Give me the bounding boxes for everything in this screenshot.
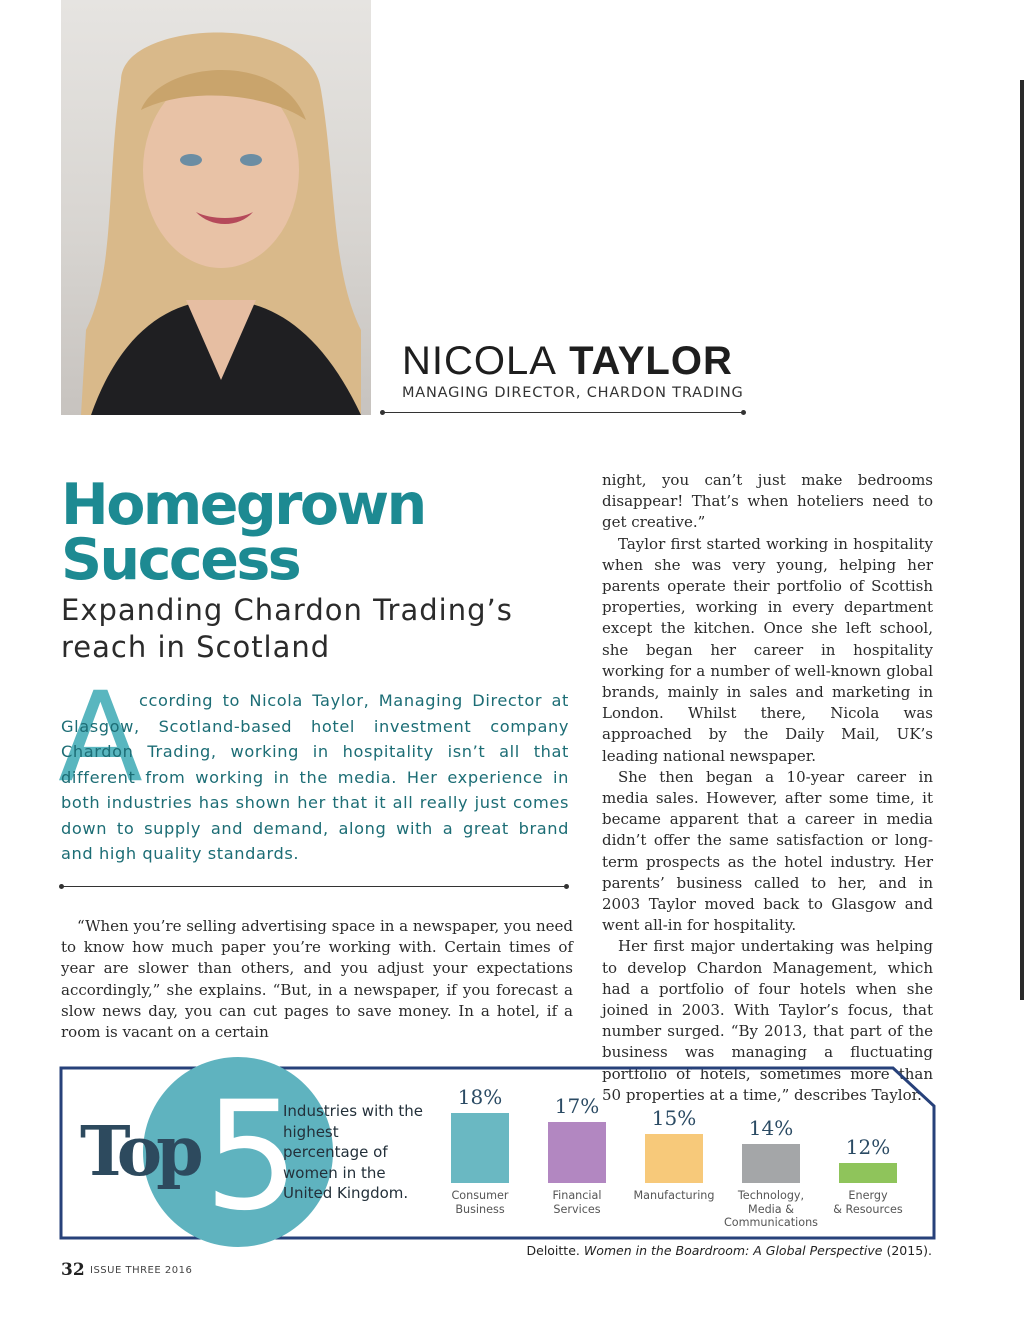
body-paragraph: She then began a 10-year career in media sales. However, after some time, it became apparent that a career in media didn’t offer the same satisfaction or long-term prospects as the hotel industry. Her parents’ business called to her, and in 2003 Taylor moved back to Glasgow and went all-in for hospitality. [602, 767, 933, 935]
source-citation [527, 1243, 933, 1258]
chart-value-label: 14% [748, 1116, 794, 1140]
chart-category-line: Manufacturing [633, 1189, 715, 1202]
chart-value-label: 18% [457, 1085, 503, 1109]
chart-category-line: Media & [748, 1202, 794, 1216]
chart-value-label: 17% [554, 1094, 600, 1118]
body-paragraph: Taylor first started working in hospitality when she was very young, helping her parents operate their portfolio of Scottish properties, working in every department except the kitchen. Once she left school, she began her career in hospitality working for a number of well-known global brands, mainly in sales and marketing in London. Whilst there, Nicola was approached by the Daily Mail, UK’s leading national newspaper. [602, 534, 933, 765]
chart-bar [451, 1113, 509, 1183]
body-paragraph: night, you can’t just make bedrooms disappear! That’s when hoteliers need to get creative.” [602, 471, 933, 532]
chart-category-line: Consumer [451, 1189, 509, 1202]
chart-category-line: Energy [848, 1189, 888, 1202]
portrait-illustration [61, 0, 371, 415]
chart-bar [839, 1163, 897, 1183]
source-prefix: Deloitte. [526, 1243, 580, 1258]
intro-paragraph: ccording to Nicola Taylor, Managing Director at Glasgow, Scotland-based hotel investment company Chardon Trading, working in hospitality isn’t all that different from working in the media. Her experience in both industries has shown her that it all really just comes down to supply and demand, along with a great brand and high quality standards. [61, 691, 569, 863]
chart-bar [548, 1122, 606, 1183]
chart-category-label [711, 1189, 831, 1230]
infographic-description: Industries with the highest percentage of women in the United Kingdom. [283, 1102, 424, 1202]
body-column-2 [602, 470, 933, 1106]
source-title: Women in the Boardroom: A Global Perspective [583, 1243, 883, 1258]
issue-label: ISSUE THREE 2016 [90, 1265, 193, 1276]
chart-category-line: Services [553, 1202, 601, 1216]
chart-category-line: Communications [723, 1216, 818, 1229]
last-name: TAYLOR [569, 339, 733, 383]
chart-category-label [614, 1189, 734, 1203]
portrait-photo [61, 0, 371, 415]
name-divider [382, 412, 744, 413]
body-paragraph: Her first major undertaking was helping to develop Chardon Management, which had a portfolio of four hotels when she joined in 2003. With Taylor’s focus, that number surged. “By 2013, that part of the business was managing a fluctuating portfolio of hotels, sometimes more than 50 properties at a time,” describes Taylor. [602, 937, 933, 1104]
top-word: Top [80, 1112, 198, 1192]
chart-bar [645, 1134, 703, 1183]
person-role: MANAGING DIRECTOR, CHARDON TRADING [402, 385, 744, 401]
article-headline [61, 472, 521, 593]
person-name [402, 338, 733, 384]
chart-value-label: 12% [845, 1135, 891, 1159]
first-name: NICOLA [402, 339, 557, 383]
headline-line-2: Success [61, 527, 300, 593]
top-number: 5 [204, 1070, 300, 1244]
chart-bar [742, 1144, 800, 1183]
page-edge-shadow [1020, 80, 1024, 1000]
drop-cap: A [58, 666, 143, 810]
chart-category-line: & Resources [833, 1202, 903, 1216]
chart-value-label: 15% [651, 1106, 697, 1130]
source-suffix: (2015). [886, 1243, 932, 1258]
chart-category-line: Financial [552, 1189, 602, 1202]
chart-category-label [420, 1189, 540, 1216]
intro-divider [61, 886, 567, 887]
article-subheadline: Expanding Chardon Trading’s reach in Scotland [61, 593, 513, 664]
body-column-1 [61, 916, 573, 1043]
chart-category-line: Business [455, 1202, 505, 1216]
body-paragraph: “When you’re selling advertising space in a newspaper, you need to know how much paper you’re working with. Certain times of year are slower than others, and you adjust your expectations accordingly,” she explains. “But, in a newspaper, if you forecast a slow news day, you can cut pages to save money. In a hotel, if a room is vacant on a certain [61, 917, 573, 1042]
headline-line-1: Homegrown [61, 472, 425, 538]
chart-category-label [517, 1189, 637, 1216]
chart-category-line: Technology, [737, 1189, 805, 1202]
chart-category-label [808, 1189, 928, 1216]
page-number: 32 [61, 1260, 85, 1280]
